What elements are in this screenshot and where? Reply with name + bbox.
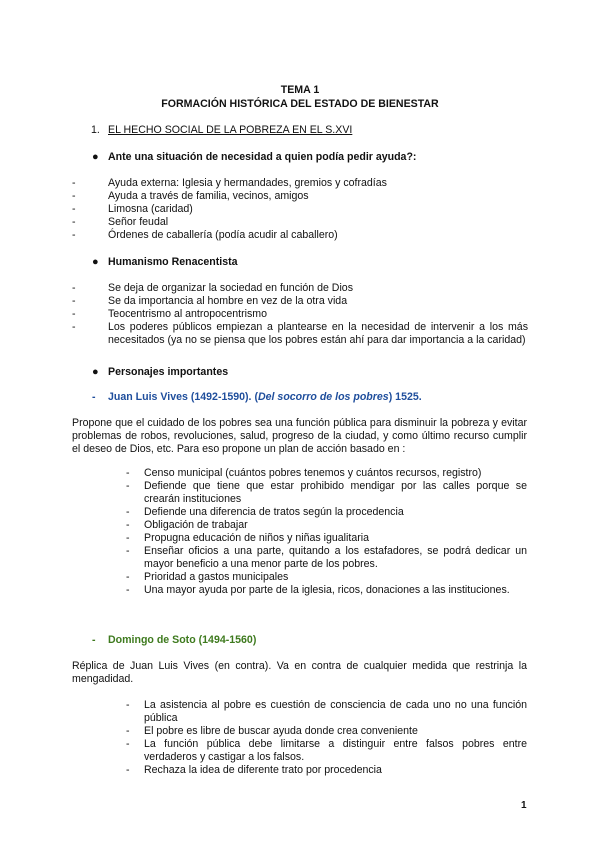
dash-marker: - (72, 229, 76, 241)
dash-marker: - (126, 764, 130, 776)
soto-dash: - (92, 634, 96, 646)
list-item: Obligación de trabajar (144, 519, 248, 531)
dash-marker: - (72, 177, 76, 189)
page-number: 1 (521, 800, 527, 811)
vives-work: Del socorro de los pobres (258, 391, 389, 403)
bullet-icon: ● (92, 256, 99, 268)
list-item: Ayuda externa: Iglesia y hermandades, gremios y cofradías (108, 177, 387, 189)
dash-marker: - (72, 190, 76, 202)
vives-dash: - (92, 391, 96, 403)
list-item: Señor feudal (108, 216, 169, 228)
dash-marker: - (126, 584, 130, 596)
list-item: El pobre es libre de buscar ayuda donde crea conveniente (144, 725, 418, 737)
vives-heading (108, 391, 422, 404)
dash-marker: - (72, 216, 76, 228)
list-item: Rechaza la idea de diferente trato por procedencia (144, 764, 382, 776)
dash-marker: - (126, 467, 130, 479)
bullet-icon: ● (92, 366, 99, 378)
humanismo-heading: Humanismo Renacentista (108, 256, 238, 268)
list-item: Defiende que tiene que estar prohibido mendigar por las calles porque se crearán instituciones (144, 480, 527, 505)
dash-marker: - (126, 545, 130, 557)
list-item: Defiende una diferencia de tratos según la procedencia (144, 506, 404, 518)
dash-marker: - (72, 321, 76, 333)
section-heading: EL HECHO SOCIAL DE LA POBREZA EN EL S.XVI (108, 124, 353, 136)
dash-marker: - (72, 282, 76, 294)
dash-marker: - (72, 308, 76, 320)
list-item: Se da importancia al hombre en vez de la otra vida (108, 295, 348, 307)
soto-heading: Domingo de Soto (1494-1560) (108, 634, 257, 646)
document-title: FORMACIÓN HISTÓRICA DEL ESTADO DE BIENESTAR (161, 98, 439, 110)
list-item: La asistencia al pobre es cuestión de consciencia de cada uno no una función pública (144, 699, 527, 724)
list-item: Propugna educación de niños y niñas igualitaria (144, 532, 369, 544)
dash-marker: - (126, 571, 130, 583)
tema-title: TEMA 1 (280, 84, 320, 96)
vives-work-open: ( (254, 391, 258, 403)
bullet-icon: ● (92, 151, 99, 163)
ayuda-heading: Ante una situación de necesidad a quien podía pedir ayuda?: (108, 151, 417, 163)
personajes-heading: Personajes importantes (108, 366, 229, 378)
dash-marker: - (72, 203, 76, 215)
soto-paragraph: Réplica de Juan Luis Vives (en contra). Va en contra de cualquier medida que restrinja la mengadidad. (72, 660, 527, 685)
dash-marker: - (126, 519, 130, 531)
list-item: Se deja de organizar la sociedad en función de Dios (108, 282, 353, 294)
list-item: Censo municipal (cuántos pobres tenemos y cuántos recursos, registro) (144, 467, 482, 479)
vives-work-close: ) 1525. (388, 391, 422, 403)
list-item: Teocentrismo al antropocentrismo (108, 308, 267, 320)
vives-name: Juan Luis Vives (108, 391, 188, 403)
list-item: Ayuda a través de familia, vecinos, amigos (108, 190, 309, 202)
dash-marker: - (126, 725, 130, 737)
dash-marker: - (126, 699, 130, 711)
vives-paragraph: Propone que el cuidado de los pobres sea una función pública para disminuir la pobreza y evitar problemas de robos, revoluciones, salud, progreso de la ciudad, y como último recurso cumplir el deseo de Dios, etc. Para eso propone un plan de acción basado en : (72, 417, 527, 455)
dash-marker: - (126, 532, 130, 544)
list-item: Enseñar oficios a una parte, quitando a los estafadores, se podrá dedicar un mayor beneficio a una menor parte de los pobres. (144, 545, 527, 570)
dash-marker: - (126, 738, 130, 750)
list-item: Los poderes públicos empiezan a plantearse en la necesidad de intervenir a los más necesitados (ya no se piensa que los pobres están ahí para dar importancia a la caridad) (108, 321, 528, 346)
list-item: Limosna (caridad) (108, 203, 193, 215)
list-item: Una mayor ayuda por parte de la iglesia, ricos, donaciones a las instituciones. (144, 584, 510, 596)
section-number: 1. (91, 124, 100, 136)
dash-marker: - (72, 295, 76, 307)
dash-marker: - (126, 480, 130, 492)
vives-dates: (1492-1590). (190, 391, 252, 403)
list-item: Órdenes de caballería (podía acudir al caballero) (108, 229, 338, 241)
list-item: La función pública debe limitarse a distinguir entre falsos pobres entre verdaderos y castigar a los falsos. (144, 738, 527, 763)
list-item: Prioridad a gastos municipales (144, 571, 289, 583)
dash-marker: - (126, 506, 130, 518)
